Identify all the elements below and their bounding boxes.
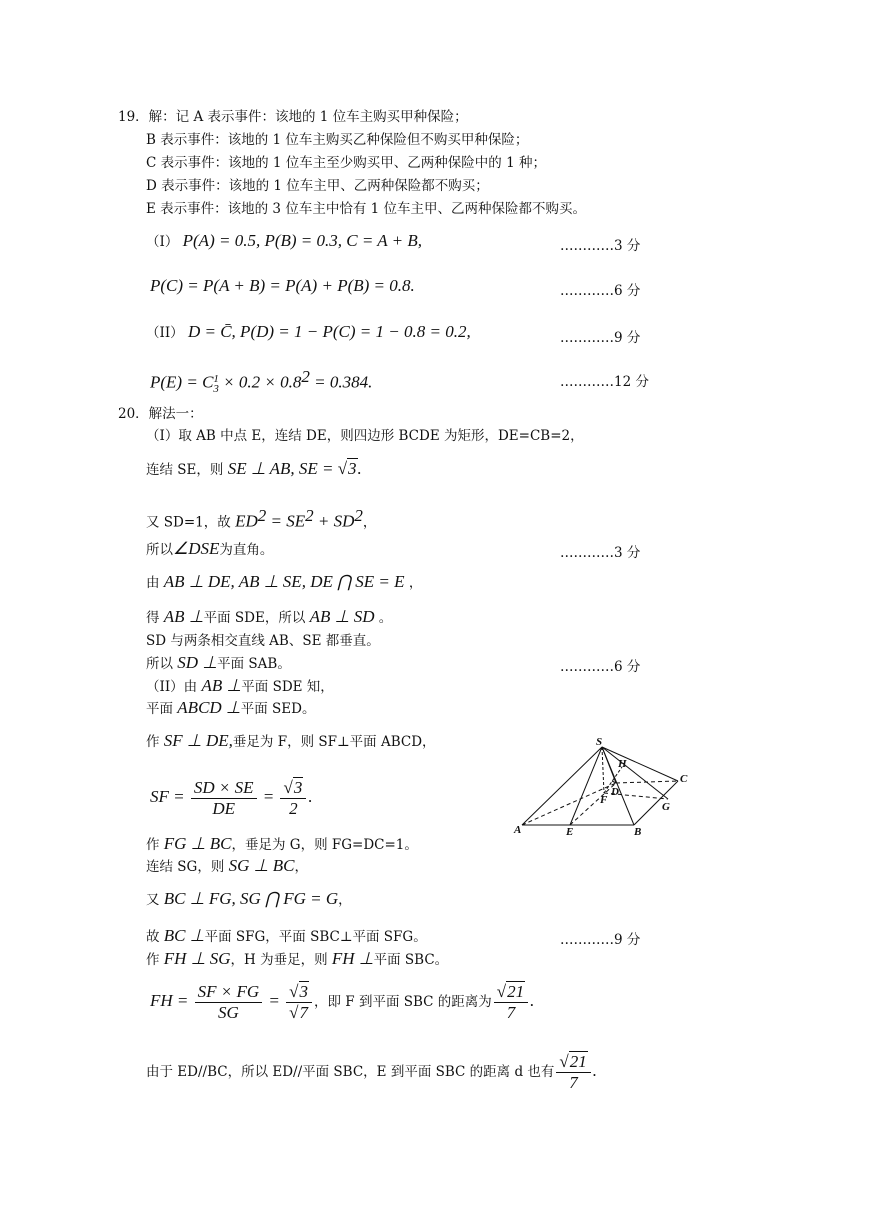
q19-line4: D 表示事件：该地的 1 位车主甲、乙两种保险都不购买； [146,178,489,194]
q20-line3-rad: 3 [348,459,357,478]
q20-line16-text2: 平面 SFG，平面 SBC⊥平面 SFG。 [204,929,427,945]
q20-line5-math: ∠DSE [173,539,220,558]
q20-line5 [146,540,273,559]
label-S: S [596,737,603,748]
q20-eq-fh-rad-num: 3 [299,982,308,1001]
q20-line2: （I）取 AB 中点 E，连结 DE，则四边形 BCDE 为矩形，DE=CB=2， [146,428,584,444]
q20-line16 [146,927,427,946]
q20-line13-text2: ，垂足为 G，则 FG=DC=1。 [231,837,418,853]
q20-line3 [146,460,362,479]
q20-line10-text2: 平面 SDE 知， [241,679,334,695]
q20-line19-text: 由于 ED//BC，所以 ED//平面 SBC，E 到平面 SBC 的距离 d 也有 [146,1064,555,1080]
q19-eq1: P(A) = 0.5, P(B) = 0.3, C = A + B, [182,231,422,250]
q19-score4: …………12 分 [560,374,649,390]
q20-eq-sf-lhs: SF = [150,787,189,806]
q20-line5-text2: 为直角。 [219,542,274,558]
q20-eq-sf-den2: 2 [289,799,298,818]
q20-eq-fh-den: SG [218,1003,239,1022]
edge-SF [602,747,604,793]
q19-line3: C 表示事件：该地的 1 位车主至少购买甲、乙两种保险中的 1 种； [146,155,546,171]
q20-line6-text1: 由 [146,575,164,591]
pyramid-figure [512,737,692,837]
q20-line6-tail: ， [404,575,423,591]
q20-eq-sf: SF = $\frac{SD \times SE}{DE}$ = $\frac{√3}{2}$ . [150,778,313,818]
q20-line16-math: BC ⊥ [163,926,205,945]
q20-eq-fh-res-den: 7 [506,1003,516,1022]
q20-line14 [146,857,308,876]
q20-line15-tail: ， [338,892,352,908]
q20-line7-math2: AB ⊥ SD [309,607,375,626]
q20-score5: …………3 分 [560,545,641,561]
q20-line9-text1: 所以 [146,656,178,672]
q20-line15-text1: 又 [146,892,164,908]
q20-line6-math: AB ⊥ DE, AB ⊥ SE, DE ⋂ SE = E [163,572,405,591]
q20-line19-frac: $\frac{√21}{7}$ [556,1052,590,1093]
q20-line12-text2: 垂足为 F，则 SF⊥平面 ABCD， [232,734,436,750]
q20-line11-math: ABCD ⊥ [177,698,241,717]
q20-line19-rad: 21 [569,1052,587,1071]
q20-line15 [146,890,352,909]
q20-line4-text: 又 SD=1，故 [146,514,236,531]
q20-eq-fh-text: ，即 F 到平面 SBC 的距离为 [314,994,492,1010]
q19-line5: E 表示事件：该地的 3 位车主中恰有 1 位车主甲、乙两种保险都不购买。 [146,201,586,217]
q20-line5-text1: 所以 [146,542,173,558]
figure-labels [513,737,688,837]
q20-line11-text1: 平面 [146,701,178,717]
q20-line10-math: AB ⊥ [201,676,242,695]
q20-line9 [146,654,291,673]
q20-eq-sf-frac2: $\frac{√3}{2}$ [280,778,306,819]
q20-line11 [146,699,315,718]
q20-line17-text2: ，H 为垂足，则 [230,952,332,968]
q19-eq4-row [150,368,372,394]
q20-line17-math1: FH ⊥ SG [163,949,231,968]
q20-line4-math2: = SE [266,511,306,531]
q19-eq4-b: × 0.2 × 0.8 [218,372,302,392]
q20-line1: 20．解法一： [118,406,203,422]
q19-part1-label: （I） [146,234,179,250]
q20-eq-fh-res-rad: 21 [507,982,525,1001]
q20-eq-fh-num: SF × FG [195,982,263,1003]
edge-SA [522,747,602,825]
q19-eq4-a: P(E) = C [150,372,214,392]
q19-eq4-exp: 2 [301,367,310,386]
q20-eq-sf-frac1 [191,778,257,819]
label-D: D [611,786,619,798]
q20-line8: SD 与两条相交直线 AB、SE 都垂直。 [146,633,380,649]
q20-line9-math: SD ⊥ [177,653,218,672]
q19-part2-label: （II） [146,325,184,341]
q19-eq4-sub: 3 [213,383,219,395]
q20-line10 [146,677,334,696]
q20-line3-text: 连结 SE，则 [146,462,228,478]
q20-line14-math: SG ⊥ BC [228,856,295,875]
label-E: E [566,826,574,837]
q19-line1: 19．解：记 A 表示事件：该地的 1 位车主购买甲种保险； [118,109,468,125]
q19-eq2-row [150,277,415,296]
q19-eq4-c: = 0.384. [309,372,373,392]
q20-line3-math: SE ⊥ AB, SE = [227,459,338,478]
label-G: G [662,801,670,813]
q20-eq-fh-rad-den: 7 [299,1003,308,1022]
q20-line7 [146,608,392,627]
q20-line4-math3: + SD [313,511,355,531]
q20-line16-text1: 故 [146,929,164,945]
q20-line17-text3: 平面 SBC。 [373,952,449,968]
q19-eq1-row [146,232,422,251]
q20-line7-tail: 。 [374,610,393,626]
q20-score9: …………6 分 [560,659,641,675]
q20-eq-sf-rad: 3 [293,778,303,797]
q20-line4: 又 SD=1，故 $ED^2 = SE^2 + SD^2$， [146,506,377,531]
label-A: A [514,824,522,836]
q20-line17 [146,950,448,969]
q19-eq3-row [146,323,471,342]
label-B: B [634,826,642,837]
q19-score3: …………9 分 [560,330,641,346]
q20-line4-tail: ， [362,514,377,531]
q20-eq-sf-den: DE [212,799,236,818]
q20-line12-text1: 作 [146,734,164,750]
q20-line13-text1: 作 [146,837,164,853]
q20-line4-math1: ED [235,511,258,531]
q20-line13 [146,835,418,854]
q20-line9-text2: 平面 SAB。 [217,656,291,672]
q19-eq4-sup: 1 [213,373,219,385]
q20-line6 [146,573,422,592]
q20-line19-den: 7 [569,1073,578,1092]
edge-ED [570,783,616,825]
q19-line2: B 表示事件：该地的 1 位车主购买乙种保险但不购买甲种保险； [146,132,529,148]
label-F: F [600,794,608,806]
q19-eq3: D = C̄, P(D) = 1 − P(C) = 1 − 0.8 = 0.2, [187,322,471,341]
q20-eq-fh-result: $\frac{√21}{7}$ [494,982,528,1023]
q19-score1: …………3 分 [560,238,641,254]
q20-line15-math: BC ⊥ FG, SG ⋂ FG = G [163,889,339,908]
label-H: H [618,758,627,770]
q20-line12-math: SF ⊥ DE, [163,731,233,750]
q20-line14-tail: ， [294,859,308,875]
q20-eq-fh-frac1 [195,982,263,1023]
q20-line12 [146,732,436,751]
q20-score16: …………9 分 [560,932,641,948]
q20-line19: 由于 ED//BC，所以 ED//平面 SBC，E 到平面 SBC 的距离 d 也有 $\frac{√21}{7}$ . [146,1052,597,1092]
q20-line11-text2: 平面 SED。 [240,701,316,717]
q20-line7-math1: AB ⊥ [163,607,204,626]
q20-eq-fh-frac2: $\frac{√3}{√7}$ [286,982,312,1023]
q19-score2: …………6 分 [560,283,641,299]
q20-line7-text1: 得 [146,610,164,626]
q20-line17-text1: 作 [146,952,164,968]
q20-line3-sqrt: √3. [337,459,362,478]
q20-line14-text1: 连结 SG，则 [146,859,229,875]
q20-eq-fh-lhs: FH = [150,991,193,1010]
q20-line13-math: FG ⊥ BC [163,834,232,853]
q20-line7-text2: 平面 SDE，所以 [203,610,310,626]
edge-SE [570,747,602,825]
q20-eq-sf-num: SD × SE [191,778,257,799]
label-C: C [680,773,688,785]
edge-BC [634,781,678,825]
q20-line17-math2: FH ⊥ [331,949,374,968]
q20-line10-text1: （II）由 [146,679,202,695]
q19-eq2: P(C) = P(A + B) = P(A) + P(B) = 0.8. [150,276,415,295]
q20-eq-fh: FH = $\frac{SF \times FG}{SG}$ = $\frac{√3}{√7}$ ，即 F 到平面 SBC 的距离为 $\frac{√21}{7}$ . [150,982,535,1022]
